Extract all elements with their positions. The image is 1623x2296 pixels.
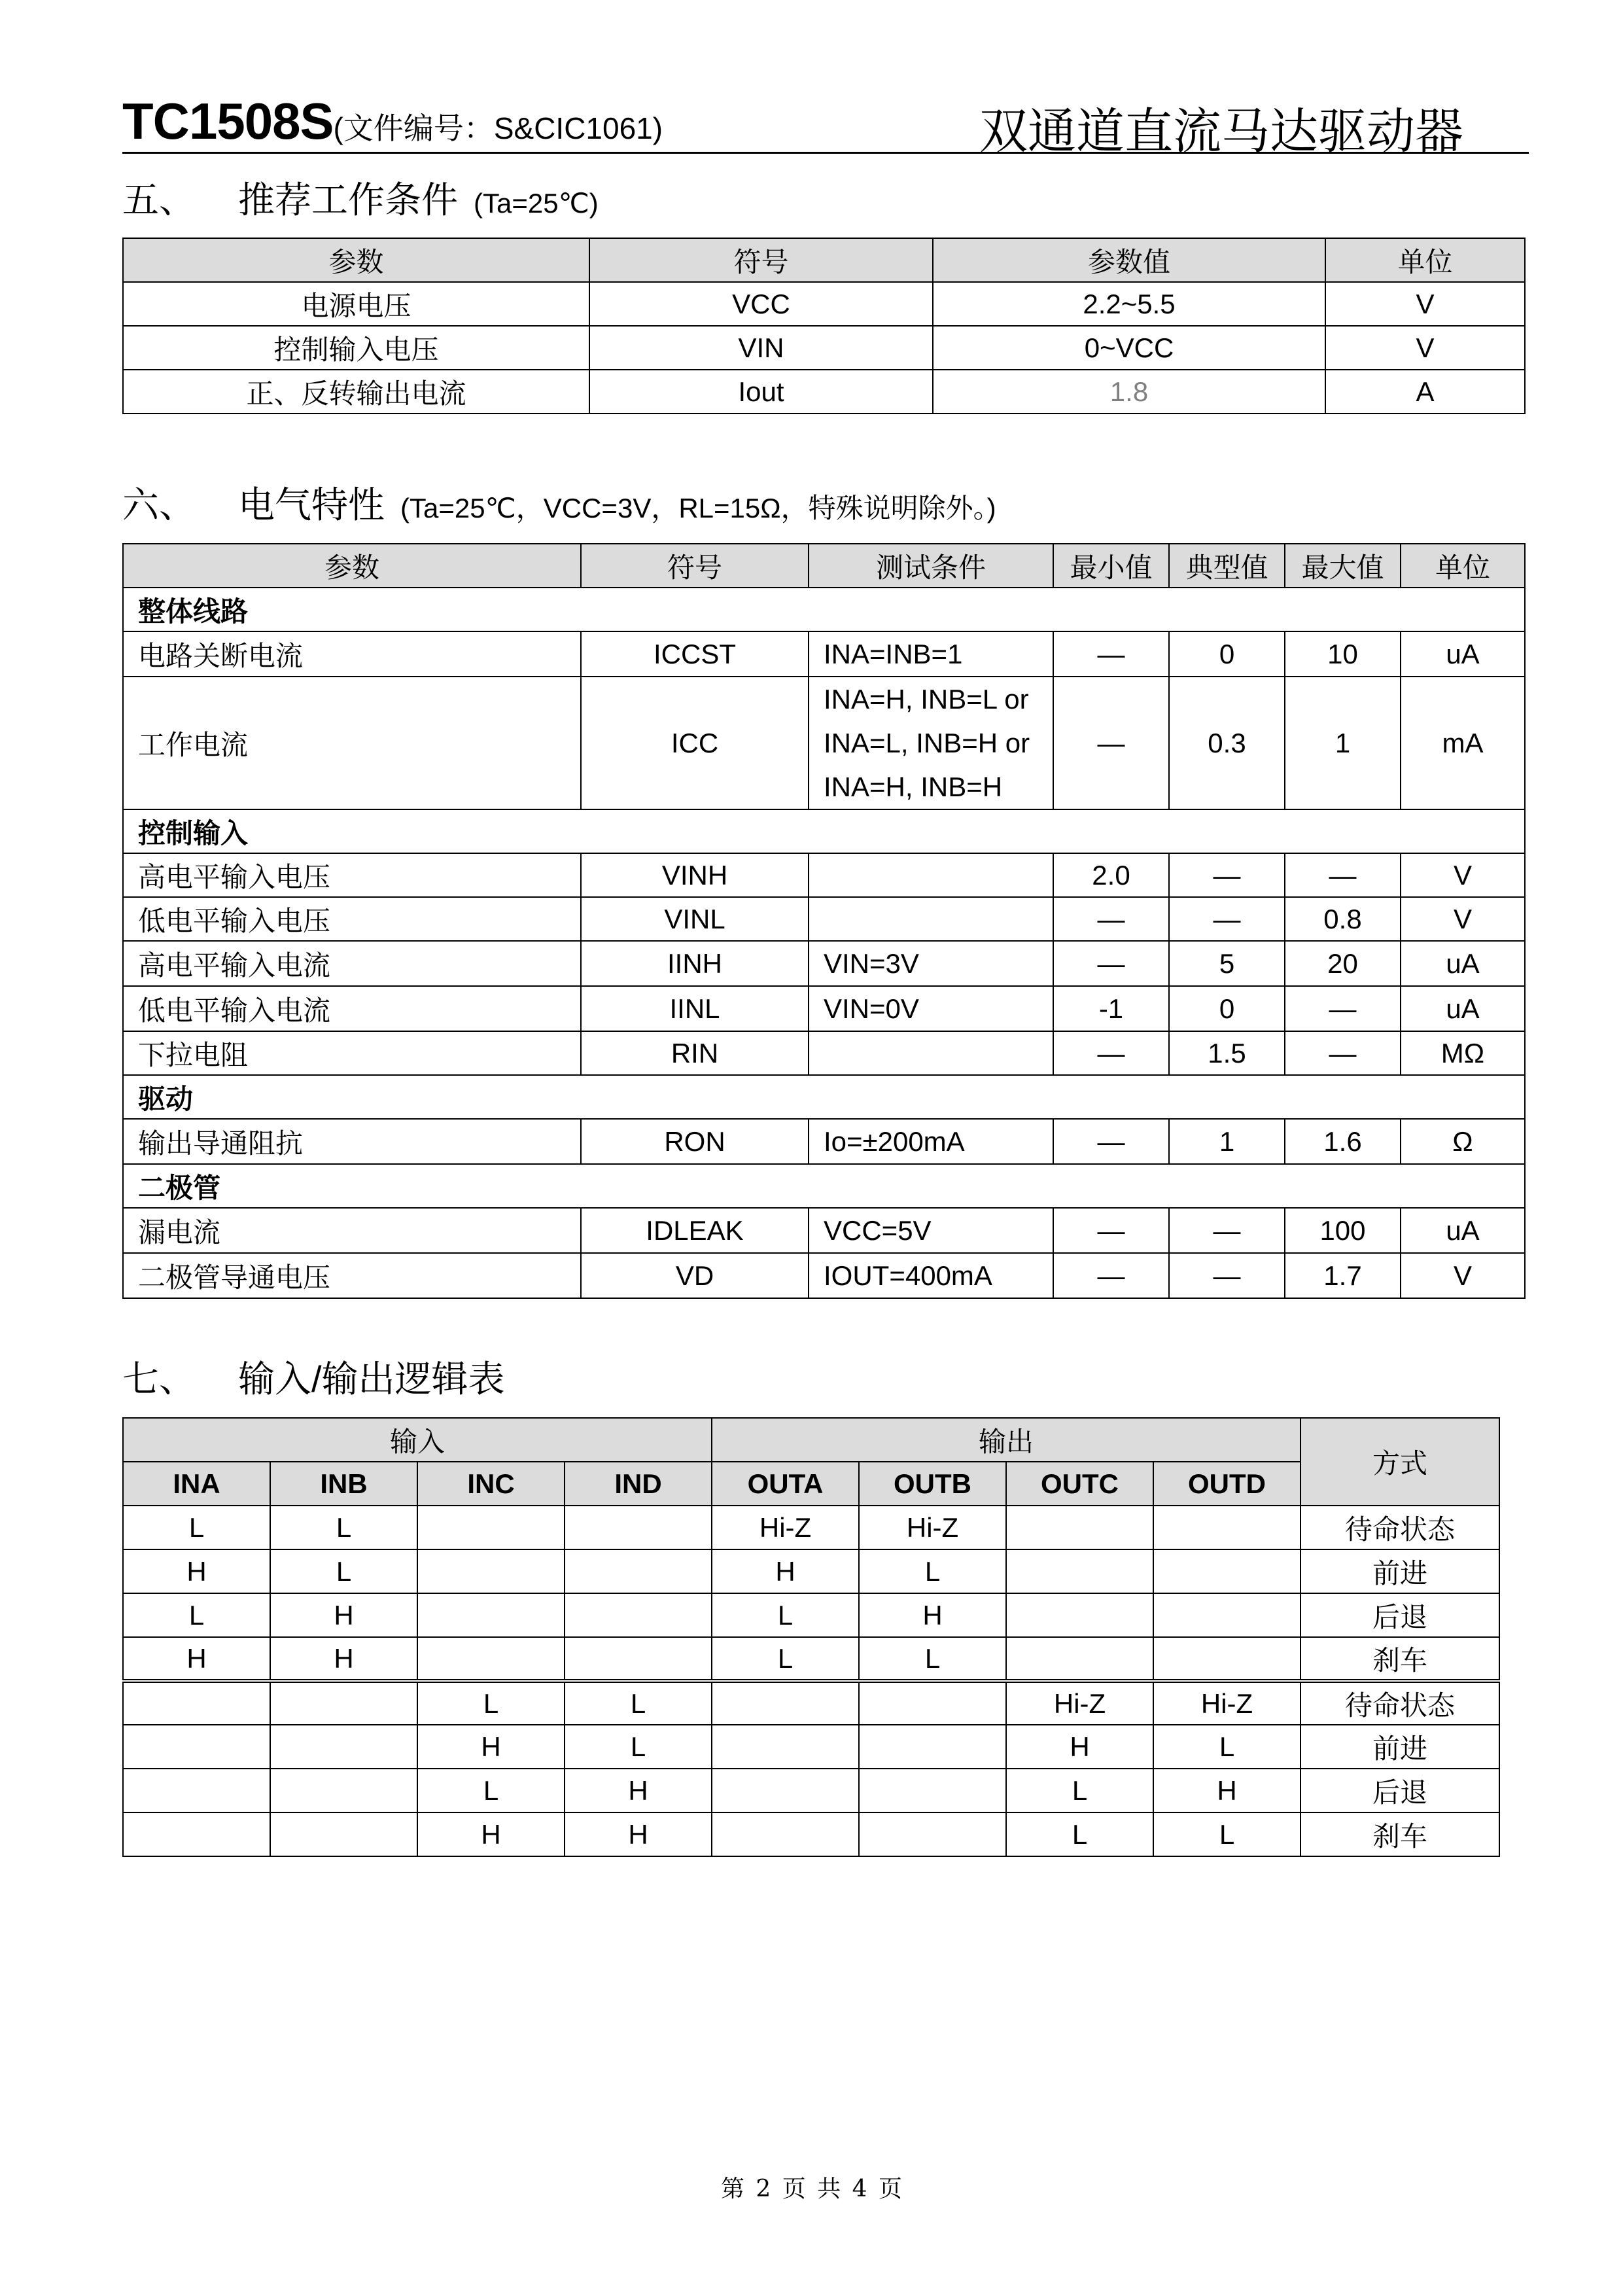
param-cell: 电源电压 <box>123 282 589 326</box>
symbol-cell: IDLEAK <box>581 1208 809 1253</box>
logic-cell <box>859 1681 1006 1725</box>
table-row <box>123 326 1525 370</box>
group-row <box>123 1075 1525 1119</box>
section-title: 输入/输出逻辑表 <box>238 1358 505 1400</box>
column-header: 符号 <box>589 238 933 282</box>
logic-cell <box>1153 1549 1300 1593</box>
logic-cell: L <box>1153 1812 1300 1856</box>
logic-cell: Hi-Z <box>859 1506 1006 1549</box>
param-cell: 电路关断电流 <box>123 631 581 677</box>
logic-cell <box>565 1549 712 1593</box>
logic-cell: L <box>859 1549 1006 1593</box>
table-header-row <box>123 238 1525 282</box>
logic-cell <box>270 1812 417 1856</box>
logic-cell: H <box>1006 1725 1153 1769</box>
mode-cell: 后退 <box>1300 1593 1499 1637</box>
unit-cell: A <box>1325 370 1525 414</box>
test-condition-line: INA=INB=1 <box>824 639 963 669</box>
table-row <box>123 1208 1525 1253</box>
logic-cell <box>565 1637 712 1681</box>
param-cell: 低电平输入电压 <box>123 897 581 941</box>
section-6-heading <box>122 476 996 529</box>
unit-cell: mA <box>1401 677 1525 809</box>
symbol-cell: VD <box>581 1253 809 1298</box>
param-cell: 高电平输入电流 <box>123 941 581 986</box>
table-row <box>123 282 1525 326</box>
min-cell: -1 <box>1053 986 1169 1031</box>
output-group-header: 输出 <box>712 1418 1300 1462</box>
logic-cell: H <box>859 1593 1006 1637</box>
logic-cell <box>712 1681 859 1725</box>
logic-cell <box>1006 1549 1153 1593</box>
symbol-cell: ICC <box>581 677 809 809</box>
table-row <box>123 897 1525 941</box>
table-row <box>123 986 1525 1031</box>
test-condition-line: VCC=5V <box>824 1215 932 1246</box>
unit-cell: V <box>1325 326 1525 370</box>
max-cell: — <box>1285 986 1401 1031</box>
test-condition-line: INA=H, INB=H <box>824 771 1003 802</box>
symbol-cell: VINH <box>581 853 809 897</box>
max-cell: — <box>1285 1031 1401 1075</box>
group-row <box>123 809 1525 853</box>
unit-cell: uA <box>1401 631 1525 677</box>
table-row <box>123 370 1525 414</box>
min-cell: — <box>1053 677 1169 809</box>
typ-cell: 5 <box>1169 941 1285 986</box>
table-row <box>123 677 1525 809</box>
typ-cell: — <box>1169 853 1285 897</box>
logic-cell: L <box>565 1725 712 1769</box>
param-cell: 漏电流 <box>123 1208 581 1253</box>
mode-cell: 待命状态 <box>1300 1506 1499 1549</box>
group-label: 控制输入 <box>123 809 1525 853</box>
mode-header: 方式 <box>1300 1418 1499 1506</box>
section-title: 电气特性 <box>238 484 385 525</box>
logic-cell <box>417 1593 565 1637</box>
max-cell: 100 <box>1285 1208 1401 1253</box>
logic-cell: H <box>1153 1769 1300 1812</box>
logic-cell: L <box>859 1637 1006 1681</box>
logic-row <box>123 1681 1499 1725</box>
max-cell: 1.6 <box>1285 1119 1401 1164</box>
logic-cell: H <box>565 1812 712 1856</box>
group-row <box>123 1164 1525 1208</box>
logic-cell <box>417 1549 565 1593</box>
column-header: 单位 <box>1401 544 1525 588</box>
symbol-cell: RON <box>581 1119 809 1164</box>
min-cell: — <box>1053 1208 1169 1253</box>
column-header: INB <box>270 1462 417 1506</box>
column-header: 符号 <box>581 544 809 588</box>
logic-cell <box>270 1681 417 1725</box>
group-label: 驱动 <box>123 1075 1525 1119</box>
column-header: INC <box>417 1462 565 1506</box>
column-header: 测试条件 <box>809 544 1053 588</box>
unit-cell: V <box>1325 282 1525 326</box>
logic-row <box>123 1812 1499 1856</box>
column-header: INA <box>123 1462 270 1506</box>
logic-cell: L <box>712 1593 859 1637</box>
test-condition-line: VIN=0V <box>824 993 919 1024</box>
test-condition-cell <box>809 1119 1053 1164</box>
symbol-cell: RIN <box>581 1031 809 1075</box>
max-cell: — <box>1285 853 1401 897</box>
test-condition-cell <box>809 631 1053 677</box>
symbol-cell: ICCST <box>581 631 809 677</box>
column-header: OUTD <box>1153 1462 1300 1506</box>
test-condition-cell <box>809 1031 1053 1075</box>
logic-cell <box>712 1769 859 1812</box>
table-header-row <box>123 544 1525 588</box>
typ-cell: 1 <box>1169 1119 1285 1164</box>
section-condition: (Ta=25℃，VCC=3V，RL=15Ω，特殊说明除外。) <box>400 493 996 523</box>
unit-cell: uA <box>1401 941 1525 986</box>
logic-cell: H <box>123 1637 270 1681</box>
logic-cell: L <box>1153 1725 1300 1769</box>
unit-cell: uA <box>1401 1208 1525 1253</box>
mode-cell: 待命状态 <box>1300 1681 1499 1725</box>
logic-row <box>123 1549 1499 1593</box>
test-condition-line: INA=L, INB=H or <box>824 728 1030 758</box>
logic-cell: L <box>123 1593 270 1637</box>
logic-cell: L <box>270 1549 417 1593</box>
min-cell: — <box>1053 941 1169 986</box>
symbol-cell: IINH <box>581 941 809 986</box>
logic-cell <box>1153 1593 1300 1637</box>
electrical-table-body <box>123 588 1525 1298</box>
column-header: 参数 <box>123 238 589 282</box>
min-cell: — <box>1053 631 1169 677</box>
value-cell: 2.2~5.5 <box>933 282 1325 326</box>
column-header: 最小值 <box>1053 544 1169 588</box>
column-header: OUTB <box>859 1462 1006 1506</box>
test-condition-cell <box>809 941 1053 986</box>
max-cell: 1 <box>1285 677 1401 809</box>
section-number: 五、 <box>122 179 196 221</box>
value-cell: 1.8 <box>933 370 1325 414</box>
logic-cell <box>1006 1506 1153 1549</box>
param-cell: 正、反转输出电流 <box>123 370 589 414</box>
logic-row <box>123 1506 1499 1549</box>
test-condition-cell <box>809 1208 1053 1253</box>
mode-cell: 刹车 <box>1300 1812 1499 1856</box>
test-condition-line: INA=H, INB=L or <box>824 684 1029 715</box>
param-cell: 控制输入电压 <box>123 326 589 370</box>
test-condition-line: VIN=3V <box>824 948 919 979</box>
logic-cell: Hi-Z <box>712 1506 859 1549</box>
logic-cell: L <box>123 1506 270 1549</box>
table-row <box>123 631 1525 677</box>
mode-cell: 前进 <box>1300 1725 1499 1769</box>
table-row <box>123 1119 1525 1164</box>
logic-cell <box>565 1593 712 1637</box>
logic-cell: Hi-Z <box>1006 1681 1153 1725</box>
logic-column-header-row <box>123 1462 1499 1506</box>
group-row <box>123 588 1525 631</box>
symbol-cell: IINL <box>581 986 809 1031</box>
typ-cell: — <box>1169 897 1285 941</box>
logic-cell: H <box>123 1549 270 1593</box>
logic-cell <box>1153 1506 1300 1549</box>
test-condition-cell <box>809 1253 1053 1298</box>
logic-cell: H <box>712 1549 859 1593</box>
logic-cell: L <box>1006 1769 1153 1812</box>
part-number-text: TC1508S <box>122 92 334 150</box>
logic-cell <box>712 1725 859 1769</box>
logic-cell <box>1006 1593 1153 1637</box>
column-header: 最大值 <box>1285 544 1401 588</box>
logic-cell: L <box>417 1681 565 1725</box>
max-cell: 0.8 <box>1285 897 1401 941</box>
page-number: 第 2 页 共 4 页 <box>720 2176 903 2202</box>
column-header: 典型值 <box>1169 544 1285 588</box>
logic-group-header-row <box>123 1418 1499 1462</box>
logic-cell <box>123 1681 270 1725</box>
recommended-conditions-table <box>122 238 1526 414</box>
test-condition-line: IOUT=400mA <box>824 1260 992 1291</box>
section-number: 七、 <box>122 1358 196 1400</box>
param-cell: 下拉电阻 <box>123 1031 581 1075</box>
min-cell: — <box>1053 1253 1169 1298</box>
min-cell: — <box>1053 1031 1169 1075</box>
max-cell: 10 <box>1285 631 1401 677</box>
page-header <box>122 92 1529 160</box>
min-cell: — <box>1053 1119 1169 1164</box>
column-header: OUTA <box>712 1462 859 1506</box>
logic-cell <box>1006 1637 1153 1681</box>
section-title: 推荐工作条件 <box>238 179 458 221</box>
document-title: 双通道直流马达驱动器 <box>979 103 1463 160</box>
test-condition-cell <box>809 677 1053 809</box>
logic-cell: H <box>417 1812 565 1856</box>
logic-cell <box>859 1769 1006 1812</box>
typ-cell: 0.3 <box>1169 677 1285 809</box>
logic-cell <box>123 1769 270 1812</box>
test-condition-cell <box>809 853 1053 897</box>
unit-cell: V <box>1401 1253 1525 1298</box>
unit-cell: MΩ <box>1401 1031 1525 1075</box>
doc-number: (文件编号：S&CIC1061) <box>333 111 663 145</box>
logic-cell <box>859 1812 1006 1856</box>
section-number: 六、 <box>122 484 196 525</box>
logic-row <box>123 1725 1499 1769</box>
unit-cell: Ω <box>1401 1119 1525 1164</box>
mode-cell: 后退 <box>1300 1769 1499 1812</box>
table-row <box>123 1253 1525 1298</box>
logic-cell: L <box>712 1637 859 1681</box>
test-condition-cell <box>809 986 1053 1031</box>
param-cell: 二极管导通电压 <box>123 1253 581 1298</box>
logic-cell: H <box>270 1593 417 1637</box>
logic-cell <box>565 1506 712 1549</box>
typ-cell: 1.5 <box>1169 1031 1285 1075</box>
logic-row <box>123 1769 1499 1812</box>
param-cell: 低电平输入电流 <box>123 986 581 1031</box>
logic-cell: H <box>565 1769 712 1812</box>
column-header: OUTC <box>1006 1462 1153 1506</box>
value-cell: 0~VCC <box>933 326 1325 370</box>
table-row <box>123 1031 1525 1075</box>
param-cell: 工作电流 <box>123 677 581 809</box>
symbol-cell: Iout <box>589 370 933 414</box>
logic-cell <box>712 1812 859 1856</box>
param-cell: 高电平输入电压 <box>123 853 581 897</box>
table-row <box>123 941 1525 986</box>
logic-cell <box>417 1506 565 1549</box>
column-header: IND <box>565 1462 712 1506</box>
mode-cell: 前进 <box>1300 1549 1499 1593</box>
group-label: 二极管 <box>123 1164 1525 1208</box>
column-header: 单位 <box>1325 238 1525 282</box>
section-5-heading <box>122 171 599 224</box>
typ-cell: — <box>1169 1208 1285 1253</box>
column-header: 参数 <box>123 544 581 588</box>
logic-row <box>123 1637 1499 1681</box>
unit-cell: V <box>1401 897 1525 941</box>
typ-cell: 0 <box>1169 631 1285 677</box>
logic-table-body <box>123 1506 1499 1856</box>
section-7-heading <box>122 1351 505 1403</box>
logic-cell <box>859 1725 1006 1769</box>
min-cell: 2.0 <box>1053 853 1169 897</box>
symbol-cell: VINL <box>581 897 809 941</box>
logic-cell <box>270 1769 417 1812</box>
logic-cell <box>270 1725 417 1769</box>
logic-cell <box>417 1637 565 1681</box>
typ-cell: 0 <box>1169 986 1285 1031</box>
symbol-cell: VIN <box>589 326 933 370</box>
electrical-characteristics-table <box>122 543 1526 1299</box>
min-cell: — <box>1053 897 1169 941</box>
param-cell: 输出导通阻抗 <box>123 1119 581 1164</box>
logic-cell: Hi-Z <box>1153 1681 1300 1725</box>
logic-cell <box>123 1725 270 1769</box>
mode-cell: 刹车 <box>1300 1637 1499 1681</box>
logic-cell: L <box>270 1506 417 1549</box>
unit-cell: uA <box>1401 986 1525 1031</box>
test-condition-line: Io=±200mA <box>824 1126 965 1157</box>
max-cell: 1.7 <box>1285 1253 1401 1298</box>
section-condition: (Ta=25℃) <box>474 188 599 219</box>
typ-cell: — <box>1169 1253 1285 1298</box>
logic-row <box>123 1593 1499 1637</box>
part-number <box>122 92 663 151</box>
logic-cell: L <box>565 1681 712 1725</box>
logic-cell: H <box>270 1637 417 1681</box>
logic-cell: H <box>417 1725 565 1769</box>
logic-cell <box>1153 1637 1300 1681</box>
group-label: 整体线路 <box>123 588 1525 631</box>
logic-cell: L <box>1006 1812 1153 1856</box>
max-cell: 20 <box>1285 941 1401 986</box>
symbol-cell: VCC <box>589 282 933 326</box>
logic-cell <box>123 1812 270 1856</box>
column-header: 参数值 <box>933 238 1325 282</box>
input-group-header: 输入 <box>123 1418 712 1462</box>
table-row <box>123 853 1525 897</box>
unit-cell: V <box>1401 853 1525 897</box>
logic-table <box>122 1417 1500 1857</box>
test-condition-cell <box>809 897 1053 941</box>
logic-cell: L <box>417 1769 565 1812</box>
